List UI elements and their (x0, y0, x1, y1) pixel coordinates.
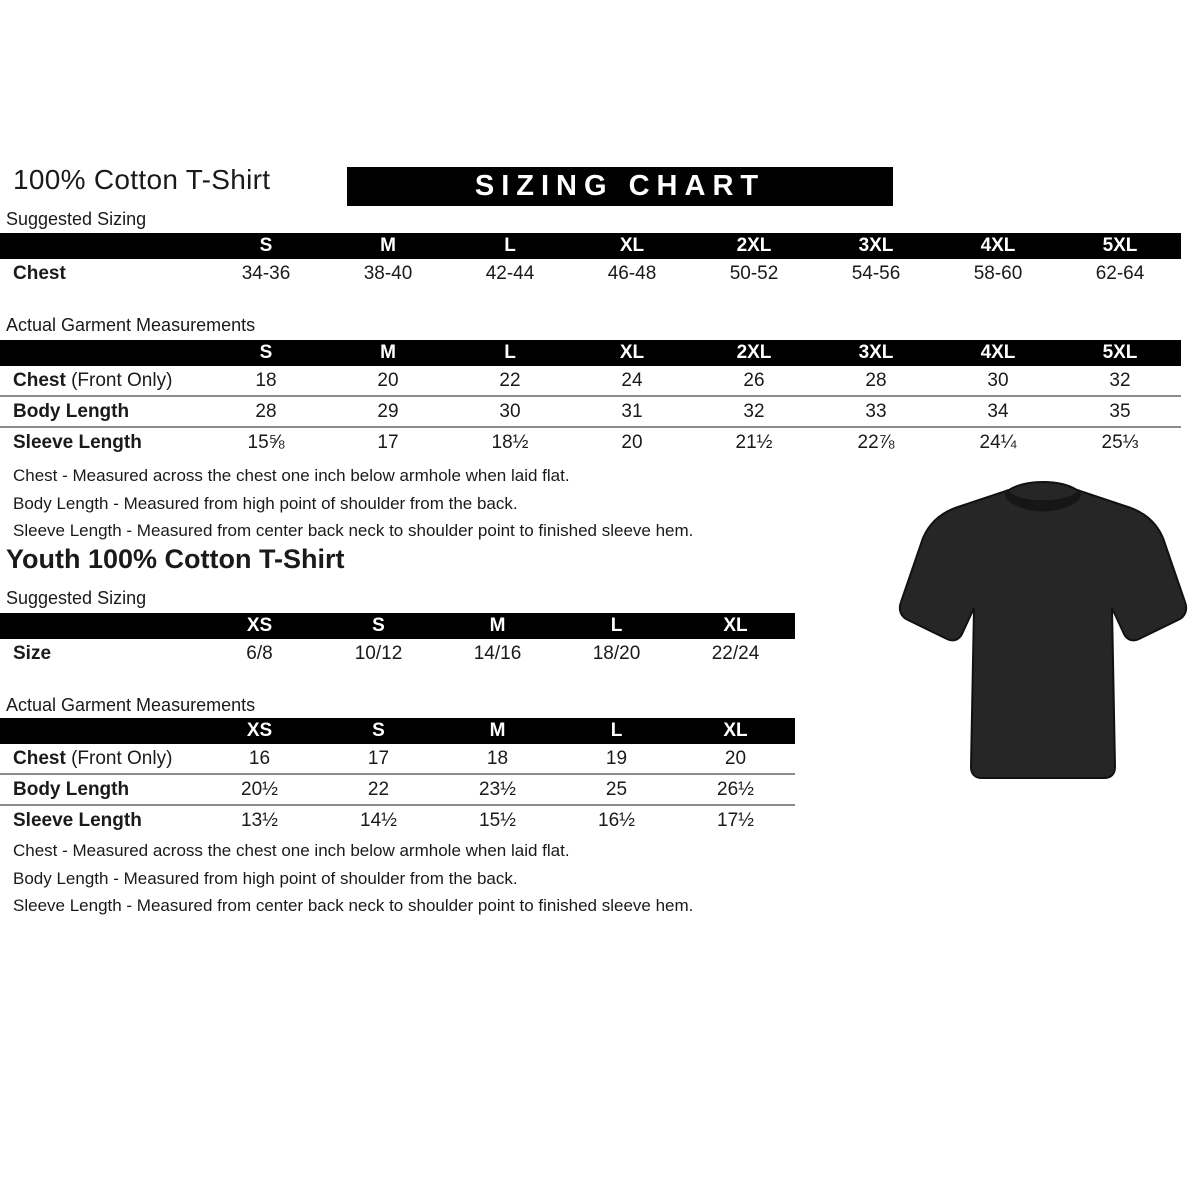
table-corner-cell (0, 233, 205, 259)
measurement-note: Body Length - Measured from high point of shoulder from the back. (13, 868, 518, 888)
size-column-header: XS (200, 613, 319, 639)
measurement-cell: 42-44 (485, 262, 535, 284)
size-column-header: M (438, 718, 557, 744)
measurement-cell: 29 (377, 400, 399, 422)
youth-measurement-notes (13, 837, 793, 920)
youth-section-title: Youth 100% Cotton T-Shirt (6, 544, 345, 574)
measurement-cell: 22 (499, 369, 521, 391)
measurement-cell: 54-56 (851, 262, 901, 284)
size-column-header: XS (200, 718, 319, 744)
measurement-cell: 35 (1109, 400, 1131, 422)
row-label: Body Length (13, 778, 130, 800)
measurement-cell: 18/20 (592, 642, 641, 664)
size-column-header: S (205, 233, 327, 259)
measurement-cell: 14½ (360, 809, 397, 831)
measurement-cell: 28 (865, 369, 887, 391)
size-column-header: L (449, 340, 571, 366)
measurement-cell: 18 (486, 747, 509, 769)
size-column-header: 5XL (1059, 340, 1181, 366)
measurement-cell: 34 (987, 400, 1009, 422)
sizing-chart-banner (347, 167, 893, 206)
youth-suggested-sizing-label: Suggested Sizing (6, 588, 147, 608)
measurement-cell: 23½ (479, 778, 516, 800)
measurement-cell: 34-36 (241, 262, 291, 284)
table-row (0, 427, 1181, 457)
measurement-cell: 18½ (491, 431, 529, 453)
measurement-cell: 16 (248, 747, 271, 769)
size-column-header: M (327, 340, 449, 366)
adult-actual-measurements-label: Actual Garment Measurements (6, 315, 256, 335)
row-label-suffix: (Front Only) (71, 747, 173, 769)
size-column-header: 2XL (693, 340, 815, 366)
size-column-header: 4XL (937, 340, 1059, 366)
tshirt-body (900, 482, 1186, 778)
measurement-cell: 18 (255, 369, 277, 391)
measurement-cell: 21½ (735, 431, 773, 453)
size-column-header: XL (571, 340, 693, 366)
measurement-note: Chest - Measured across the chest one inch below armhole when laid flat. (13, 466, 570, 485)
measurement-cell: 28 (255, 400, 277, 422)
measurement-cell: 46-48 (607, 262, 657, 284)
measurement-cell: 16½ (598, 809, 635, 831)
row-label: Body Length (13, 400, 130, 422)
table-row (0, 366, 1181, 396)
table-corner-cell (0, 718, 200, 744)
measurement-cell: 30 (499, 400, 521, 422)
youth-actual-measurements-label: Actual Garment Measurements (6, 695, 256, 715)
measurement-cell: 26½ (717, 778, 754, 800)
table-corner-cell (0, 340, 205, 366)
table-row (0, 639, 795, 668)
measurement-cell: 14/16 (473, 642, 522, 664)
measurement-cell: 10/12 (354, 642, 403, 664)
measurement-cell: 17½ (717, 809, 754, 831)
measurement-cell: 13½ (241, 809, 278, 831)
row-label: Chest (Front Only) (13, 369, 173, 391)
size-column-header: S (205, 340, 327, 366)
adult-suggested-sizing-table (0, 233, 1181, 288)
measurement-cell: 58-60 (973, 262, 1023, 284)
row-label-suffix: (Front Only) (71, 369, 173, 391)
measurement-cell: 30 (987, 369, 1009, 391)
measurement-note: Sleeve Length - Measured from center back neck to shoulder point to finished sleeve hem. (13, 521, 694, 540)
measurement-cell: 15½ (479, 809, 516, 831)
row-label: Chest (13, 262, 66, 284)
measurement-cell: 20 (724, 747, 747, 769)
size-column-header: L (557, 718, 676, 744)
table-corner-cell (0, 613, 200, 639)
table-row (0, 396, 1181, 427)
measurement-cell: 15⅝ (247, 431, 285, 453)
tshirt-product-image (897, 472, 1189, 810)
measurement-cell: 17 (367, 747, 390, 769)
measurement-cell: 26 (743, 369, 765, 391)
measurement-cell: 17 (377, 431, 399, 453)
size-column-header: XL (676, 613, 795, 639)
measurement-cell: 22/24 (711, 642, 760, 664)
row-label: Size (13, 642, 52, 664)
measurement-note: Sleeve Length - Measured from center back neck to shoulder point to finished sleeve hem. (13, 896, 694, 915)
youth-actual-measurements-table (0, 718, 795, 835)
measurement-cell: 20½ (241, 778, 278, 800)
measurement-cell: 31 (621, 400, 643, 422)
adult-suggested-sizing-label: Suggested Sizing (6, 209, 147, 229)
measurement-cell: 25 (605, 778, 628, 800)
measurement-note: Chest - Measured across the chest one inch below armhole when laid flat. (13, 841, 570, 860)
size-column-header: XL (676, 718, 795, 744)
size-column-header: 5XL (1059, 233, 1181, 259)
adult-measurement-notes (13, 462, 793, 545)
measurement-cell: 22 (367, 778, 390, 800)
measurement-cell: 33 (865, 400, 887, 422)
measurement-cell: 24¼ (979, 431, 1017, 453)
size-column-header: XL (571, 233, 693, 259)
size-column-header: 3XL (815, 340, 937, 366)
measurement-cell: 32 (743, 400, 765, 422)
measurement-cell: 6/8 (246, 642, 273, 664)
youth-suggested-sizing-table (0, 613, 795, 668)
measurement-cell: 25⅓ (1101, 431, 1139, 453)
size-header-row (0, 340, 1181, 366)
row-label: Sleeve Length (13, 809, 142, 831)
size-column-header: 4XL (937, 233, 1059, 259)
measurement-cell: 20 (621, 431, 643, 453)
row-label: Chest (Front Only) (13, 747, 173, 769)
measurement-cell: 24 (621, 369, 643, 391)
size-column-header: S (319, 718, 438, 744)
size-column-header: 2XL (693, 233, 815, 259)
measurement-note: Body Length - Measured from high point of shoulder from the back. (13, 493, 518, 513)
size-header-row (0, 233, 1181, 259)
size-column-header: M (327, 233, 449, 259)
size-column-header: M (438, 613, 557, 639)
table-row (0, 744, 795, 774)
table-row (0, 774, 795, 805)
measurement-cell: 38-40 (363, 262, 413, 284)
size-column-header: L (449, 233, 571, 259)
table-row (0, 259, 1181, 288)
tshirt-illustration (897, 472, 1189, 810)
size-column-header: 3XL (815, 233, 937, 259)
measurement-cell: 62-64 (1095, 262, 1145, 284)
measurement-cell: 22⅞ (857, 431, 895, 453)
size-header-row (0, 718, 795, 744)
measurement-cell: 50-52 (729, 262, 779, 284)
page-title: 100% Cotton T-Shirt (13, 164, 271, 195)
sizing-chart-banner-label: SIZING CHART (474, 170, 766, 202)
measurement-cell: 20 (377, 369, 399, 391)
size-header-row (0, 613, 795, 639)
size-column-header: L (557, 613, 676, 639)
row-label: Sleeve Length (13, 431, 142, 453)
measurement-cell: 19 (605, 747, 628, 769)
measurement-cell: 32 (1109, 369, 1131, 391)
adult-actual-measurements-table (0, 340, 1181, 457)
size-column-header: S (319, 613, 438, 639)
table-row (0, 805, 795, 835)
